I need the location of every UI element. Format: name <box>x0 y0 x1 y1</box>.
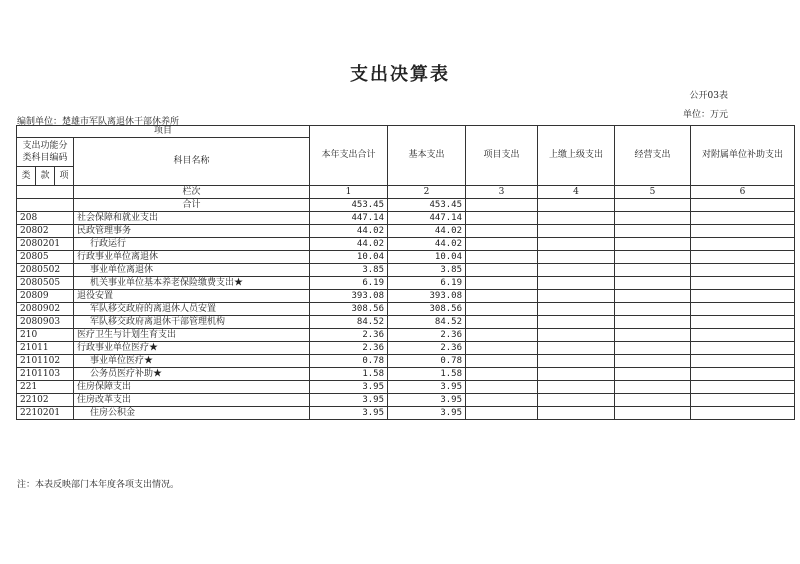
footnote: 注：本表反映部门本年度各项支出情况。 <box>17 480 180 490</box>
table-row <box>17 368 795 381</box>
row-subsidy <box>691 251 795 264</box>
row-total: 3.95 <box>310 407 388 420</box>
header-xiang: 项 <box>55 167 74 186</box>
header-row-1 <box>17 126 795 138</box>
header-basic: 基本支出 <box>388 126 466 186</box>
org-label: 编制单位：楚雄市军队离退休干部休养所 <box>17 117 180 127</box>
col-number-1: 1 <box>310 186 388 199</box>
row-upper <box>538 355 615 368</box>
row-project <box>466 264 538 277</box>
row-subsidy <box>691 238 795 251</box>
row-project <box>466 368 538 381</box>
table-row <box>17 264 795 277</box>
row-project <box>466 316 538 329</box>
row-subsidy <box>691 368 795 381</box>
row-upper <box>538 212 615 225</box>
row-project <box>466 355 538 368</box>
lanci-label: 栏次 <box>74 186 310 199</box>
table-row <box>17 407 795 420</box>
row-code: 2080902 <box>17 303 74 316</box>
form-code: 公开03表 <box>689 91 728 101</box>
row-total: 3.85 <box>310 264 388 277</box>
row-business <box>615 225 691 238</box>
col-number-3: 3 <box>466 186 538 199</box>
row-name: 住房保障支出 <box>74 381 310 394</box>
unit-label: 单位：万元 <box>682 110 728 120</box>
row-subsidy <box>691 355 795 368</box>
row-basic: 2.36 <box>388 342 466 355</box>
row-subsidy <box>691 303 795 316</box>
row-total: 2.36 <box>310 342 388 355</box>
row-name: 军队移交政府的离退休人员安置 <box>74 303 310 316</box>
row-project <box>466 251 538 264</box>
col-number-4: 4 <box>538 186 615 199</box>
row-project <box>466 329 538 342</box>
row-project <box>466 225 538 238</box>
row-name: 公务员医疗补助★ <box>74 368 310 381</box>
row-subsidy <box>691 290 795 303</box>
col-number-6: 6 <box>691 186 795 199</box>
row-total: 1.58 <box>310 368 388 381</box>
row-upper <box>538 290 615 303</box>
row-project <box>466 212 538 225</box>
row-upper <box>538 394 615 407</box>
table-row <box>17 251 795 264</box>
table-row <box>17 355 795 368</box>
row-business <box>615 355 691 368</box>
row-code: 2080903 <box>17 316 74 329</box>
row-upper <box>538 342 615 355</box>
header-project: 项目支出 <box>466 126 538 186</box>
row-total: 3.95 <box>310 381 388 394</box>
row-code: 22102 <box>17 394 74 407</box>
row-upper <box>538 225 615 238</box>
table-row <box>17 212 795 225</box>
table-row <box>17 303 795 316</box>
row-upper <box>538 277 615 290</box>
row-basic: 3.95 <box>388 381 466 394</box>
row-code: 2080201 <box>17 238 74 251</box>
row-name: 住房公积金 <box>74 407 310 420</box>
row-upper <box>538 238 615 251</box>
row-project <box>466 342 538 355</box>
row-basic: 84.52 <box>388 316 466 329</box>
total-amount: 453.45 <box>310 199 388 212</box>
row-subsidy <box>691 264 795 277</box>
expenditure-table <box>16 125 795 420</box>
row-business <box>615 212 691 225</box>
row-total: 84.52 <box>310 316 388 329</box>
row-name: 行政运行 <box>74 238 310 251</box>
header-total: 本年支出合计 <box>310 126 388 186</box>
row-business <box>615 303 691 316</box>
row-name: 行政事业单位医疗★ <box>74 342 310 355</box>
row-total: 44.02 <box>310 225 388 238</box>
header-lei: 类 <box>17 167 36 186</box>
row-code: 20805 <box>17 251 74 264</box>
row-name: 民政管理事务 <box>74 225 310 238</box>
row-basic: 2.36 <box>388 329 466 342</box>
row-project <box>466 303 538 316</box>
row-business <box>615 407 691 420</box>
row-total: 6.19 <box>310 277 388 290</box>
row-subsidy <box>691 407 795 420</box>
row-basic: 1.58 <box>388 368 466 381</box>
row-basic: 3.85 <box>388 264 466 277</box>
row-basic: 0.78 <box>388 355 466 368</box>
row-upper <box>538 407 615 420</box>
row-subsidy <box>691 277 795 290</box>
row-subsidy <box>691 212 795 225</box>
row-business <box>615 394 691 407</box>
row-project <box>466 238 538 251</box>
row-business <box>615 368 691 381</box>
row-upper <box>538 251 615 264</box>
table-row <box>17 238 795 251</box>
table-row <box>17 394 795 407</box>
row-total: 393.08 <box>310 290 388 303</box>
row-basic: 447.14 <box>388 212 466 225</box>
row-total: 308.56 <box>310 303 388 316</box>
row-basic: 3.95 <box>388 407 466 420</box>
col-number-2: 2 <box>388 186 466 199</box>
col-number-5: 5 <box>615 186 691 199</box>
header-kuan: 款 <box>36 167 55 186</box>
row-upper <box>538 264 615 277</box>
row-business <box>615 329 691 342</box>
row-name: 机关事业单位基本养老保险缴费支出★ <box>74 277 310 290</box>
row-name: 医疗卫生与计划生育支出 <box>74 329 310 342</box>
header-func-code: 支出功能分类科目编码 <box>17 138 74 167</box>
column-number-row <box>17 186 795 199</box>
row-name: 行政事业单位离退休 <box>74 251 310 264</box>
page-title: 支出决算表 <box>350 64 450 85</box>
row-business <box>615 342 691 355</box>
row-subsidy <box>691 316 795 329</box>
row-project <box>466 277 538 290</box>
row-code: 2101102 <box>17 355 74 368</box>
row-code: 2210201 <box>17 407 74 420</box>
row-basic: 3.95 <box>388 394 466 407</box>
basic-amount: 453.45 <box>388 199 466 212</box>
header-business: 经营支出 <box>615 126 691 186</box>
row-basic: 44.02 <box>388 238 466 251</box>
table-row <box>17 329 795 342</box>
row-name: 住房改革支出 <box>74 394 310 407</box>
row-project <box>466 381 538 394</box>
row-name: 军队移交政府离退休干部管理机构 <box>74 316 310 329</box>
row-basic: 44.02 <box>388 225 466 238</box>
totals-row <box>17 199 795 212</box>
row-subsidy <box>691 329 795 342</box>
row-business <box>615 251 691 264</box>
row-total: 44.02 <box>310 238 388 251</box>
row-code: 20802 <box>17 225 74 238</box>
row-upper <box>538 368 615 381</box>
row-upper <box>538 303 615 316</box>
row-business <box>615 277 691 290</box>
table-row <box>17 342 795 355</box>
row-code: 2080505 <box>17 277 74 290</box>
row-basic: 6.19 <box>388 277 466 290</box>
header-item: 项目 <box>17 126 310 138</box>
row-business <box>615 316 691 329</box>
table-row <box>17 316 795 329</box>
row-code: 2080502 <box>17 264 74 277</box>
row-total: 2.36 <box>310 329 388 342</box>
row-subsidy <box>691 342 795 355</box>
header-subsidy: 对附属单位补助支出 <box>691 126 795 186</box>
row-subsidy <box>691 381 795 394</box>
row-upper <box>538 316 615 329</box>
row-business <box>615 290 691 303</box>
row-total: 0.78 <box>310 355 388 368</box>
row-business <box>615 381 691 394</box>
row-name: 社会保障和就业支出 <box>74 212 310 225</box>
header-subject-name: 科目名称 <box>74 138 310 186</box>
row-name: 事业单位医疗★ <box>74 355 310 368</box>
row-project <box>466 290 538 303</box>
row-basic: 308.56 <box>388 303 466 316</box>
row-subsidy <box>691 394 795 407</box>
row-basic: 10.04 <box>388 251 466 264</box>
row-basic: 393.08 <box>388 290 466 303</box>
row-upper <box>538 329 615 342</box>
row-total: 10.04 <box>310 251 388 264</box>
heji-label: 合计 <box>74 199 310 212</box>
row-name: 退役安置 <box>74 290 310 303</box>
row-code: 221 <box>17 381 74 394</box>
table-row <box>17 277 795 290</box>
table-row <box>17 290 795 303</box>
row-business <box>615 264 691 277</box>
row-name: 事业单位离退休 <box>74 264 310 277</box>
row-total: 447.14 <box>310 212 388 225</box>
row-upper <box>538 381 615 394</box>
header-upper: 上缴上级支出 <box>538 126 615 186</box>
row-project <box>466 394 538 407</box>
table-row <box>17 225 795 238</box>
row-code: 2101103 <box>17 368 74 381</box>
row-project <box>466 407 538 420</box>
row-business <box>615 238 691 251</box>
row-subsidy <box>691 225 795 238</box>
row-code: 210 <box>17 329 74 342</box>
row-total: 3.95 <box>310 394 388 407</box>
row-code: 208 <box>17 212 74 225</box>
row-code: 21011 <box>17 342 74 355</box>
row-code: 20809 <box>17 290 74 303</box>
table-row <box>17 381 795 394</box>
